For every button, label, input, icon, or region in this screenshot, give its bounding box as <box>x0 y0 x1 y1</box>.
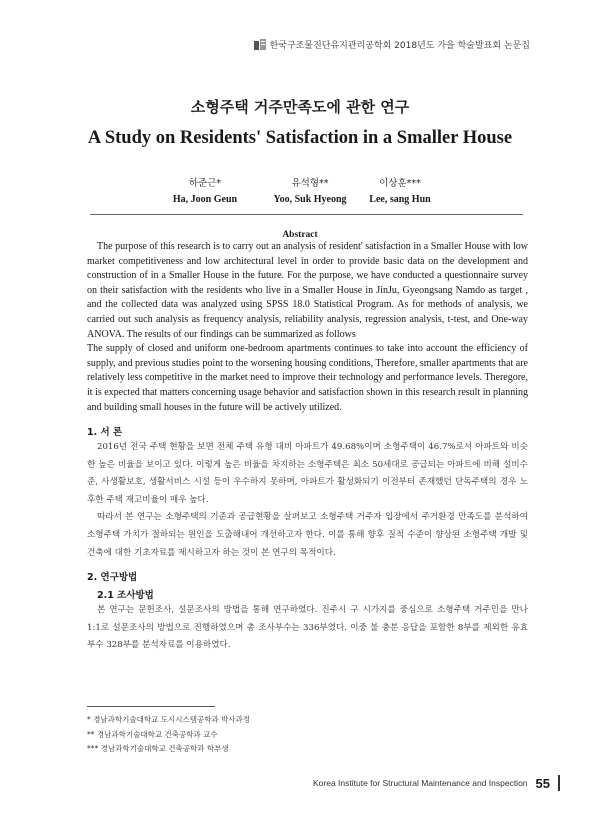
paper-title-english: A Study on Residents' Satisfaction in a Smaller House <box>87 128 513 148</box>
page-footer <box>313 775 560 791</box>
title-divider <box>90 214 523 215</box>
journal-logo-icon <box>254 39 266 50</box>
page-number: 55 <box>535 775 550 791</box>
author-name-english: Yoo, Suk Hyeong <box>273 194 347 205</box>
author-name-korean: 하준근* <box>188 178 222 189</box>
author-2 <box>255 175 365 205</box>
abstract-paragraph: The purpose of this research is to carry out an analysis of resident' satisfaction in a Smaller House with low market competitiveness and low architectural level in order to provide basic data on the development and construction of in a Smaller House in the future. For the purpose, we have conducted a questionnaire survey on their satisfaction with the residents who live in a Smaller House in JinJu, Gyeongsang Namdo as target , and the collected data was analyzed using SPSS 18.0 Statistical Program. As for methods of analysis, we carried out such analysis as frequency analysis, reliability analysis, regression analysis, t-test, and One-way ANOVA. The results of our findings can be summarized as follows <box>87 241 528 340</box>
abstract-heading: Abstract <box>282 230 318 240</box>
paper-title-korean: 소형주택 거주만족도에 관한 연구 <box>190 98 410 116</box>
introduction-body <box>87 439 528 562</box>
footnote: * 경남과학기술대학교 도시시스템공학과 박사과정 <box>87 715 251 724</box>
footnote-divider <box>87 706 215 707</box>
author-name-english: Lee, sang Hun <box>369 194 431 205</box>
body-paragraph: 본 연구는 문헌조사, 설문조사의 방법을 통해 연구하였다. 진주시 구 시가지를 중심으로 소형주택 거주민을 만나 1:1로 설문조사의 방법으로 진행하였으며 총 조사부수는 336부였다. 이중 불 충분 응답을 포함한 8부를 제외한 유효부수 328부를 분석자료를 이용하였다. <box>87 605 528 651</box>
author-name-korean: 유석형** <box>291 178 329 189</box>
journal-header <box>254 38 530 51</box>
footnote: ** 경남과학기술대학교 건축공학과 교수 <box>87 730 218 739</box>
author-name-korean: 이상훈*** <box>379 178 421 189</box>
footer-bar <box>558 775 560 791</box>
footnote: *** 경남과학기술대학교 건축공학과 학부생 <box>87 744 229 753</box>
footer-organization: Korea Institute for Structural Maintenance and Inspection <box>313 778 528 788</box>
body-paragraph: 따라서 본 연구는 소형주택의 기준과 공급현황을 살펴보고 소형주택 거주자 입장에서 주거환경 만족도를 분석하여 소형주택 가치가 절하되는 원인을 도출해내어 개선하고자 한다. 이를 통해 향후 질적 수준이 향상된 소형주택 개발 및 건축에 대한 기초자료를 제시하고자 하는 것이 본 연구의 목적이다. <box>87 512 528 558</box>
subsection-heading-survey: 2.1 조사방법 <box>97 590 154 601</box>
method-body <box>87 602 528 655</box>
journal-title: 한국구조물진단유지관리공학회 2018년도 가을 학술발표회 논문집 <box>269 41 530 51</box>
author-1 <box>170 175 240 205</box>
author-name-english: Ha, Joon Geun <box>172 194 238 205</box>
abstract-paragraph: The supply of closed and uniform one-bedroom apartments continues to take into account the efficiency of supply, and previous studies point to the worsening housing conditions, Therefore, smaller apartments that are relatively less competitive in the market need to improve their technology and performance levels. Theregore, it is expected that matters concerning usage behavior and satisfaction shown in this research result in planning and building small houses in the future will be actively utilized. <box>87 343 528 413</box>
section-heading-method: 2. 연구방법 <box>87 572 138 583</box>
section-heading-introduction: 1. 서 론 <box>87 427 123 438</box>
author-3 <box>355 175 445 205</box>
abstract-body <box>87 240 528 415</box>
body-paragraph: 2016년 전국 주택 현황을 보면 전체 주택 유형 대비 아파트가 49.68%이며 소형주택이 46.7%로서 아파트와 비슷한 높은 비율을 보이고 있다. 이렇게 높은 비율을 차지하는 소형주택은 최소 50세대로 공급되는 아파트에 비해 설비수준, 사생활보호, 생활서비스 시설 등이 우수하지 못하며, 아파트가 활성화되기 이전부터 존재했던 단독주택의 경우 노후한 주택 재고비율이 매우 높다. <box>87 442 528 505</box>
